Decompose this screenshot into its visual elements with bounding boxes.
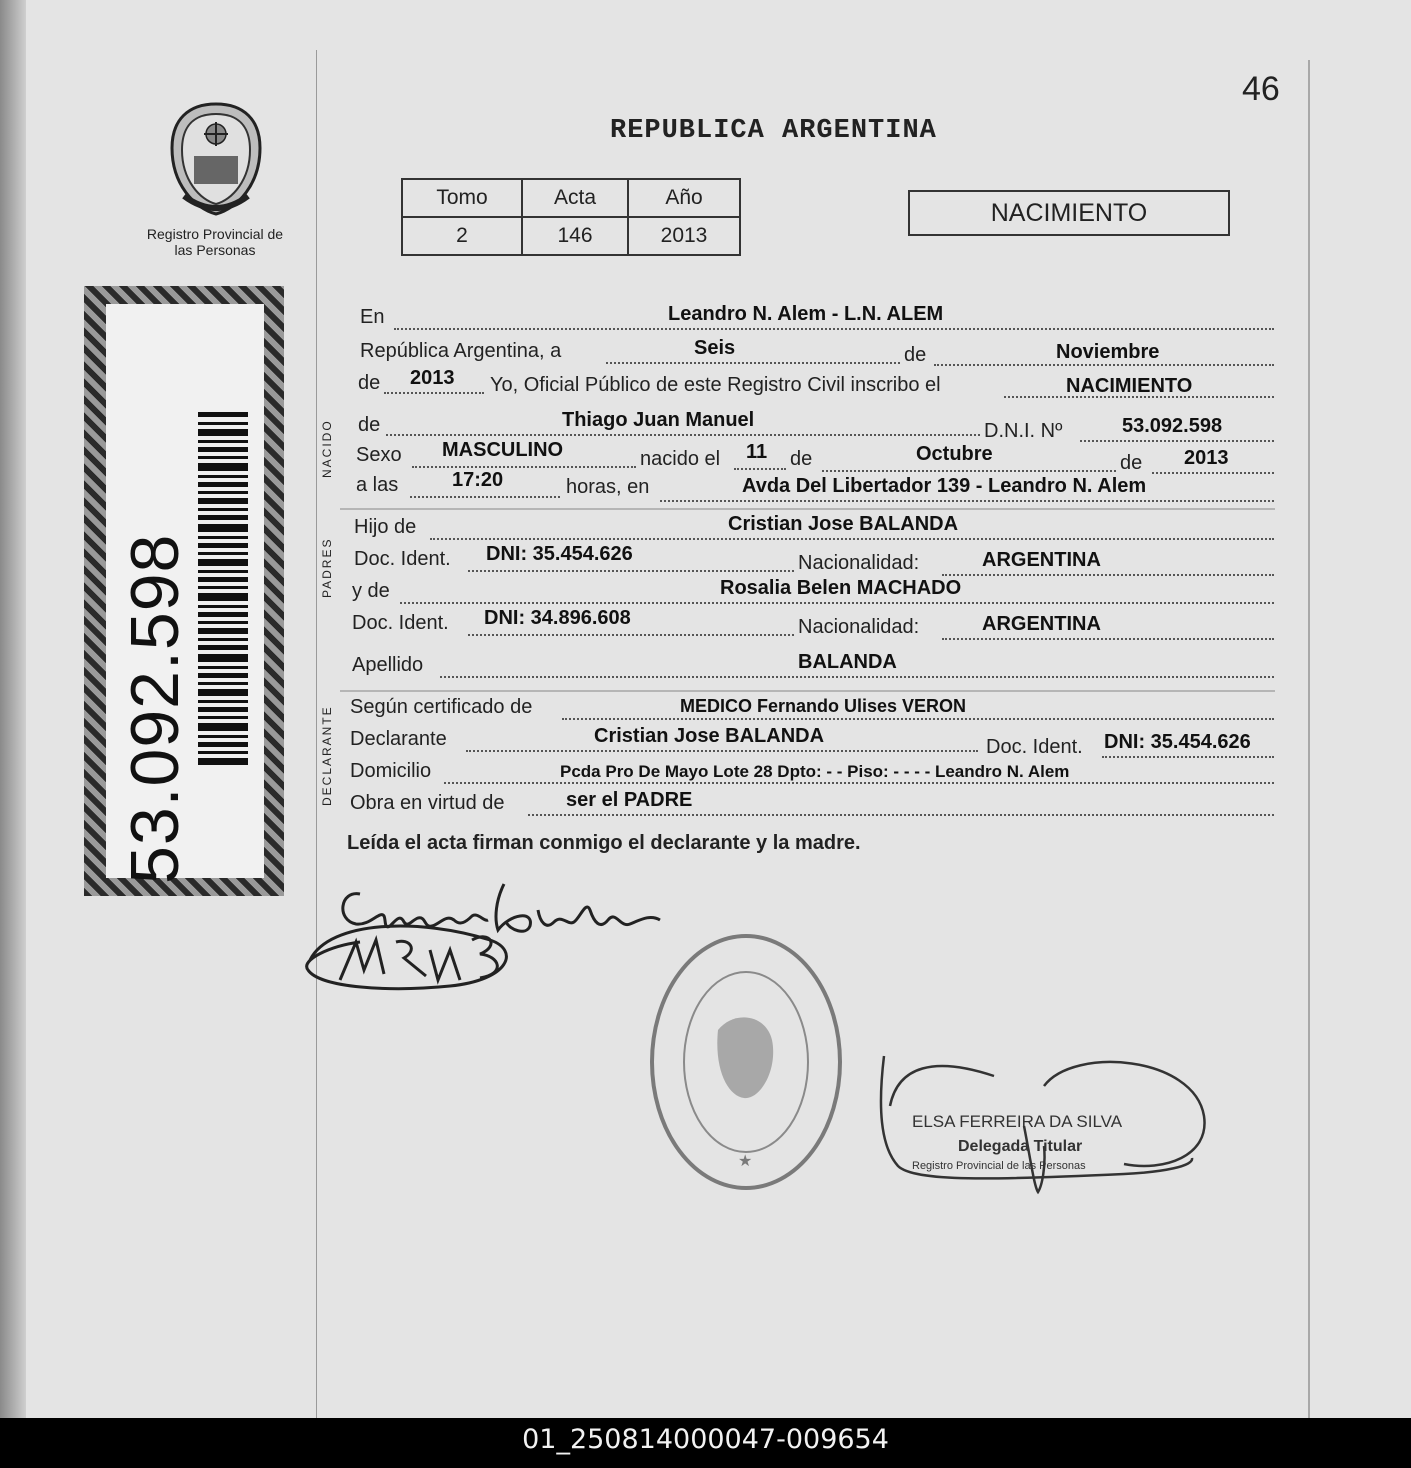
dotted-line (606, 362, 900, 364)
barcode-label (84, 286, 284, 896)
mother-nationality: ARGENTINA (982, 613, 1101, 635)
right-margin-line (1308, 60, 1310, 1418)
dotted-line (384, 392, 484, 394)
dotted-line (734, 468, 786, 470)
dotted-line (660, 500, 1274, 502)
apellido-label: Apellido (352, 654, 424, 676)
dotted-line (934, 364, 1274, 366)
dotted-line (1102, 756, 1274, 758)
doc-ident-label: Doc. Ident. (354, 548, 451, 570)
father-nationality: ARGENTINA (982, 549, 1101, 571)
closing-statement: Leída el acta firman conmigo el declarante y la madre. (347, 832, 861, 854)
declarante-doc: DNI: 35.454.626 (1104, 731, 1251, 753)
dotted-line (410, 496, 560, 498)
a-las-label: a las (356, 474, 399, 496)
dotted-line (386, 434, 980, 436)
apellido-value: BALANDA (798, 651, 897, 673)
page-title: REPUBLICA ARGENTINA (610, 116, 937, 146)
de-label: de (358, 372, 381, 394)
father-doc: DNI: 35.454.626 (486, 543, 633, 565)
page-number: 46 (1242, 70, 1280, 108)
domicilio-value: Pcda Pro De Mayo Lote 28 Dpto: - - Piso: - - - - Leandro N. Alem (560, 762, 1070, 781)
scan-footer-code: 01_250814000047-009654 (0, 1418, 1411, 1468)
registration-year: 2013 (410, 367, 455, 389)
dotted-line (942, 574, 1274, 576)
child-dni: 53.092.598 (1122, 415, 1223, 437)
dotted-line (468, 634, 794, 636)
month-value: Noviembre (1056, 341, 1160, 363)
margin-divider (316, 50, 317, 1418)
republica-label: República Argentina, a (360, 340, 562, 362)
barcode-icon (198, 412, 248, 772)
dotted-line (942, 638, 1274, 640)
province-seal-icon (164, 100, 268, 218)
horas-en-label: horas, en (566, 476, 650, 498)
birth-year: 2013 (1184, 447, 1229, 469)
declarant-signature-icon (300, 870, 680, 1010)
child-name: Thiago Juan Manuel (562, 409, 755, 431)
de-label: de (358, 414, 381, 436)
father-name: Cristian Jose BALANDA (728, 513, 959, 535)
section-label-padres: PADRES (320, 537, 334, 598)
section-label-declarante: DECLARANTE (320, 705, 334, 806)
svg-text:★: ★ (738, 1151, 753, 1170)
place-value: Leandro N. Alem - L.N. ALEM (668, 303, 944, 325)
y-de-label: y de (352, 580, 390, 602)
record-reference-table (401, 178, 741, 256)
dotted-line (468, 570, 794, 572)
dotted-line (1152, 472, 1274, 474)
barcode-panel (106, 304, 264, 884)
acta-header: Acta (522, 179, 628, 217)
de-label: de (1120, 452, 1143, 474)
birth-month: Octubre (916, 443, 993, 465)
tomo-value: 2 (402, 217, 522, 255)
declarante-label: Declarante (350, 728, 447, 750)
dotted-line (394, 328, 1274, 330)
dotted-line (400, 602, 1274, 604)
dotted-line (440, 676, 1274, 678)
official-stamp-icon (648, 930, 844, 1194)
anio-value: 2013 (628, 217, 740, 255)
dotted-line (1080, 440, 1274, 442)
paper-edge (0, 0, 26, 1418)
registry-label: Registro Provincial de las Personas (146, 226, 284, 258)
de-label: de (904, 344, 927, 366)
doc-ident-label: Doc. Ident. (352, 612, 449, 634)
de-label: de (790, 448, 813, 470)
birth-time: 17:20 (452, 469, 504, 491)
record-type-box: NACIMIENTO (908, 190, 1230, 236)
vertical-dni-number: 53.092.598 (117, 533, 193, 884)
en-label: En (360, 306, 385, 328)
dotted-line (412, 466, 636, 468)
sexo-value: MASCULINO (442, 439, 564, 461)
certificado-value: MEDICO Fernando Ulises VERON (680, 696, 967, 716)
acta-value: 146 (522, 217, 628, 255)
sexo-label: Sexo (356, 444, 402, 466)
dotted-line (528, 814, 1274, 816)
certificado-label: Según certificado de (350, 696, 533, 718)
hijo-de-label: Hijo de (354, 516, 417, 538)
tomo-header: Tomo (402, 179, 522, 217)
official-registry: Registro Provincial de las Personas (912, 1160, 1086, 1172)
mother-doc: DNI: 34.896.608 (484, 607, 631, 629)
section-label-nacido: NACIDO (320, 419, 334, 478)
domicilio-label: Domicilio (350, 760, 432, 782)
official-name: ELSA FERREIRA DA SILVA (912, 1112, 1123, 1131)
nacido-el-label: nacido el (640, 448, 721, 470)
mother-name: Rosalia Belen MACHADO (720, 577, 962, 599)
official-role: Delegada Titular (958, 1138, 1083, 1155)
dni-label: D.N.I. Nº (984, 420, 1063, 442)
anio-header: Año (628, 179, 740, 217)
doc-ident-label: Doc. Ident. (986, 736, 1083, 758)
dotted-line (822, 470, 1116, 472)
obra-label: Obra en virtud de (350, 792, 505, 814)
act-type-value: NACIMIENTO (1066, 375, 1193, 397)
day-value: Seis (694, 337, 736, 359)
nacionalidad-label: Nacionalidad: (798, 616, 920, 638)
official-statement: Yo, Oficial Público de este Registro Civil inscribo el (490, 374, 941, 396)
dotted-line (562, 718, 1274, 720)
birth-day: 11 (746, 441, 768, 463)
dotted-line (430, 538, 1274, 540)
obra-value: ser el PADRE (566, 789, 693, 811)
declarante-name: Cristian Jose BALANDA (594, 725, 825, 747)
nacionalidad-label: Nacionalidad: (798, 552, 920, 574)
birth-place: Avda Del Libertador 139 - Leandro N. Alem (742, 475, 1147, 497)
dotted-line (466, 750, 978, 752)
